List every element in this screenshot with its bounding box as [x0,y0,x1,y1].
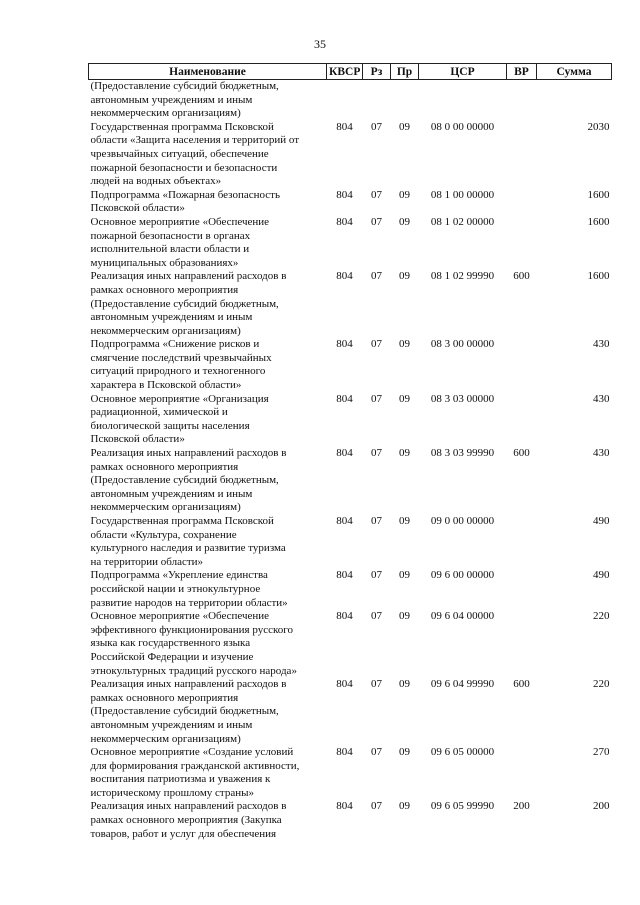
row-name-line: рамках основного мероприятия [90,283,239,296]
row-name-line: Реализация иных направлений расходов в [90,447,287,460]
row-name [89,216,327,270]
cell-kvsr: 804 [336,188,353,201]
cell-rz: 07 [371,515,382,527]
row-name-line: культурного наследия и развитие туризма [90,542,286,555]
cell-sum [537,80,612,121]
row-name-line: Государственная программа Псковской [90,120,274,133]
cell-sum: 270 [593,746,610,759]
row-name-line: Основное мероприятие «Обеспечение [90,610,270,623]
cell-vr [507,121,537,189]
row-name-line: языка как государственного языка [90,637,251,650]
cell-sum: 490 [593,569,610,582]
cell-kvsr: 804 [336,447,353,460]
cell-pr: 09 [399,569,410,582]
table-row [89,569,612,610]
row-name-line: чрезвычайных ситуаций, обеспечение [90,147,269,160]
table-row [89,447,612,515]
cell-csr: 08 3 00 00000 [430,338,495,351]
row-name-line: исполнительной власти области и [90,243,250,256]
cell-rz: 07 [371,392,382,405]
cell-vr [507,216,537,270]
header-name: Наименование [89,64,327,80]
header-csr: ЦСР [419,64,507,80]
cell-rz: 07 [371,270,382,283]
cell-sum: 200 [593,800,610,813]
cell-pr: 09 [399,447,410,460]
row-name-line: рамках основного мероприятия (Закупка [90,814,282,827]
cell-csr: 09 6 05 00000 [430,746,495,759]
cell-pr [391,80,419,121]
cell-kvsr: 804 [336,392,353,405]
row-name-line: характера в Псковской области» [90,379,242,392]
row-name-line: Реализация иных направлений расходов в [90,800,287,813]
cell-csr: 08 3 03 00000 [430,392,495,405]
row-name-line: (Предоставление субсидий бюджетным, [90,80,279,92]
cell-rz: 07 [371,338,382,351]
row-name [89,447,327,515]
row-name-line: муниципальных образованиях» [90,256,239,269]
row-name-line: смягчение последствий чрезвычайных [90,351,272,364]
header-kvsr: КВСР [327,64,363,80]
row-name [89,800,327,841]
row-name-line: эффективного функционирования русского [90,623,293,636]
cell-rz: 07 [371,120,382,133]
row-name-line: рамках основного мероприятия [90,691,239,704]
cell-pr: 09 [399,188,410,201]
cell-csr: 09 6 04 99990 [430,678,495,691]
cell-rz: 07 [371,447,382,460]
cell-sum: 490 [593,515,610,527]
row-name-line: некоммерческим организациям) [90,324,241,337]
row-name-line: биологической защиты населения [90,419,250,432]
cell-pr: 09 [399,120,410,133]
cell-pr: 09 [399,746,410,759]
cell-sum: 1600 [587,188,610,201]
row-name-line: рамках основного мероприятия [90,460,239,473]
table-row [89,678,612,746]
cell-pr: 09 [399,270,410,283]
header-sum: Сумма [537,64,612,80]
row-name [89,121,327,189]
row-name-line: автономным учреждениям и иным [90,311,253,324]
row-name-line: на территории области» [90,555,204,568]
cell-pr: 09 [399,610,410,623]
row-name-line: Государственная программа Псковской [90,515,274,527]
cell-csr: 08 1 00 00000 [430,188,495,201]
cell-pr: 09 [399,392,410,405]
cell-kvsr: 804 [336,569,353,582]
row-name [89,393,327,447]
table-row [89,393,612,447]
cell-kvsr: 804 [336,678,353,691]
cell-vr [507,189,537,216]
row-name-line: развитие народов на территории области» [90,596,288,609]
cell-rz: 07 [371,746,382,759]
table-row [89,338,612,392]
cell-sum: 2030 [587,120,610,133]
cell-sum: 430 [593,392,610,405]
cell-rz: 07 [371,678,382,691]
row-name-line: (Предоставление субсидий бюджетным, [90,297,279,310]
row-name-line: российской нации и этнокультурное [90,582,261,595]
cell-rz: 07 [371,188,382,201]
cell-kvsr [327,80,363,121]
row-name-line: ситуаций природного и техногенного [90,365,266,378]
row-name [89,746,327,800]
cell-kvsr: 804 [336,800,353,813]
cell-kvsr: 804 [336,120,353,133]
cell-csr: 09 0 00 00000 [430,515,495,527]
row-name-line: Российской Федерации и изучение [90,650,254,663]
row-name-line: Основное мероприятие «Обеспечение [90,215,270,228]
cell-sum: 430 [593,338,610,351]
cell-sum: 1600 [587,270,610,283]
cell-kvsr: 804 [336,215,353,228]
table-row [89,515,612,569]
row-name [89,189,327,216]
row-name-line: этнокультурных традиций русского народа» [90,664,297,677]
row-name [89,515,327,569]
cell-rz: 07 [371,610,382,623]
row-name-line: товаров, работ и услуг для обеспечения [90,827,277,840]
cell-vr [507,569,537,610]
table-row [89,121,612,189]
row-name-line: области «Культура, сохранение [90,528,237,541]
row-name-line: автономным учреждениям и иным [90,93,253,106]
table-row [89,270,612,338]
cell-vr: 200 [513,800,530,813]
table-row [89,610,612,678]
cell-vr [507,338,537,392]
row-name-line: людей на водных объектах» [90,175,222,188]
cell-vr: 600 [513,447,530,460]
cell-csr [419,80,507,121]
row-name-line: автономным учреждениям и иным [90,487,253,500]
header-pr: Пр [391,64,419,80]
row-name-line: автономным учреждениям и иным [90,718,253,731]
cell-kvsr: 804 [336,270,353,283]
cell-rz: 07 [371,215,382,228]
row-name-line: Реализация иных направлений расходов в [90,678,287,691]
row-name-line: (Предоставление субсидий бюджетным, [90,474,279,487]
cell-kvsr: 804 [336,515,353,527]
cell-sum: 1600 [587,215,610,228]
row-name [89,338,327,392]
table-row [89,80,612,121]
row-name-line: пожарной безопасности в органах [90,229,251,242]
table-row [89,800,612,841]
cell-rz: 07 [371,569,382,582]
cell-csr: 08 1 02 99990 [430,270,495,283]
row-name-line: Основное мероприятие «Создание условий [90,746,294,759]
cell-vr [507,746,537,800]
row-name [89,80,327,121]
cell-rz: 07 [371,800,382,813]
cell-sum: 430 [593,447,610,460]
row-name-line: пожарной безопасности и безопасности [90,161,278,174]
row-name [89,270,327,338]
row-name-line: Реализация иных направлений расходов в [90,270,287,283]
cell-kvsr: 804 [336,610,353,623]
cell-pr: 09 [399,800,410,813]
table-header-row [89,64,612,80]
page-number: 35 [314,37,326,51]
cell-sum: 220 [593,678,610,691]
row-name-line: Псковской области» [90,202,185,215]
cell-pr: 09 [399,338,410,351]
cell-vr [507,610,537,678]
cell-vr [507,515,537,569]
header-rz: Рз [363,64,391,80]
cell-vr: 600 [513,678,530,691]
row-name-line: некоммерческим организациям) [90,501,241,514]
cell-csr: 08 3 03 99990 [430,447,495,460]
cell-rz [363,80,391,121]
cell-csr: 08 0 00 00000 [430,120,495,133]
row-name-line: (Предоставление субсидий бюджетным, [90,705,279,718]
cell-kvsr: 804 [336,746,353,759]
row-name-line: Основное мероприятие «Организация [90,392,269,405]
row-name-line: Подпрограмма «Укрепление единства [90,569,268,582]
row-name [89,610,327,678]
row-name-line: Подпрограмма «Снижение рисков и [90,338,260,351]
table-body [89,80,612,842]
row-name-line: Подпрограмма «Пожарная безопасность [90,188,280,201]
cell-csr: 08 1 02 00000 [430,215,495,228]
row-name-line: области «Защита населения и территорий от [90,134,300,147]
row-name-line: радиационной, химической и [90,406,228,419]
cell-csr: 09 6 04 00000 [430,610,495,623]
cell-csr: 09 6 05 99990 [430,800,495,813]
row-name [89,678,327,746]
row-name-line: для формирования гражданской активности, [90,759,300,772]
header-vr: ВР [507,64,537,80]
row-name-line: некоммерческим организациям) [90,107,241,120]
cell-pr: 09 [399,515,410,527]
row-name-line: историческому прошлому страны» [90,786,255,799]
table-row [89,189,612,216]
cell-csr: 09 6 00 00000 [430,569,495,582]
cell-sum: 220 [593,610,610,623]
cell-pr: 09 [399,678,410,691]
table-row [89,746,612,800]
row-name-line: воспитания патриотизма и уважения к [90,773,271,786]
cell-vr [507,80,537,121]
row-name-line: некоммерческим организациям) [90,732,241,745]
cell-vr: 600 [513,270,530,283]
row-name-line: Псковской области» [90,433,185,446]
cell-pr: 09 [399,215,410,228]
table-row [89,216,612,270]
row-name [89,569,327,610]
cell-vr [507,393,537,447]
budget-table [88,63,612,841]
cell-kvsr: 804 [336,338,353,351]
